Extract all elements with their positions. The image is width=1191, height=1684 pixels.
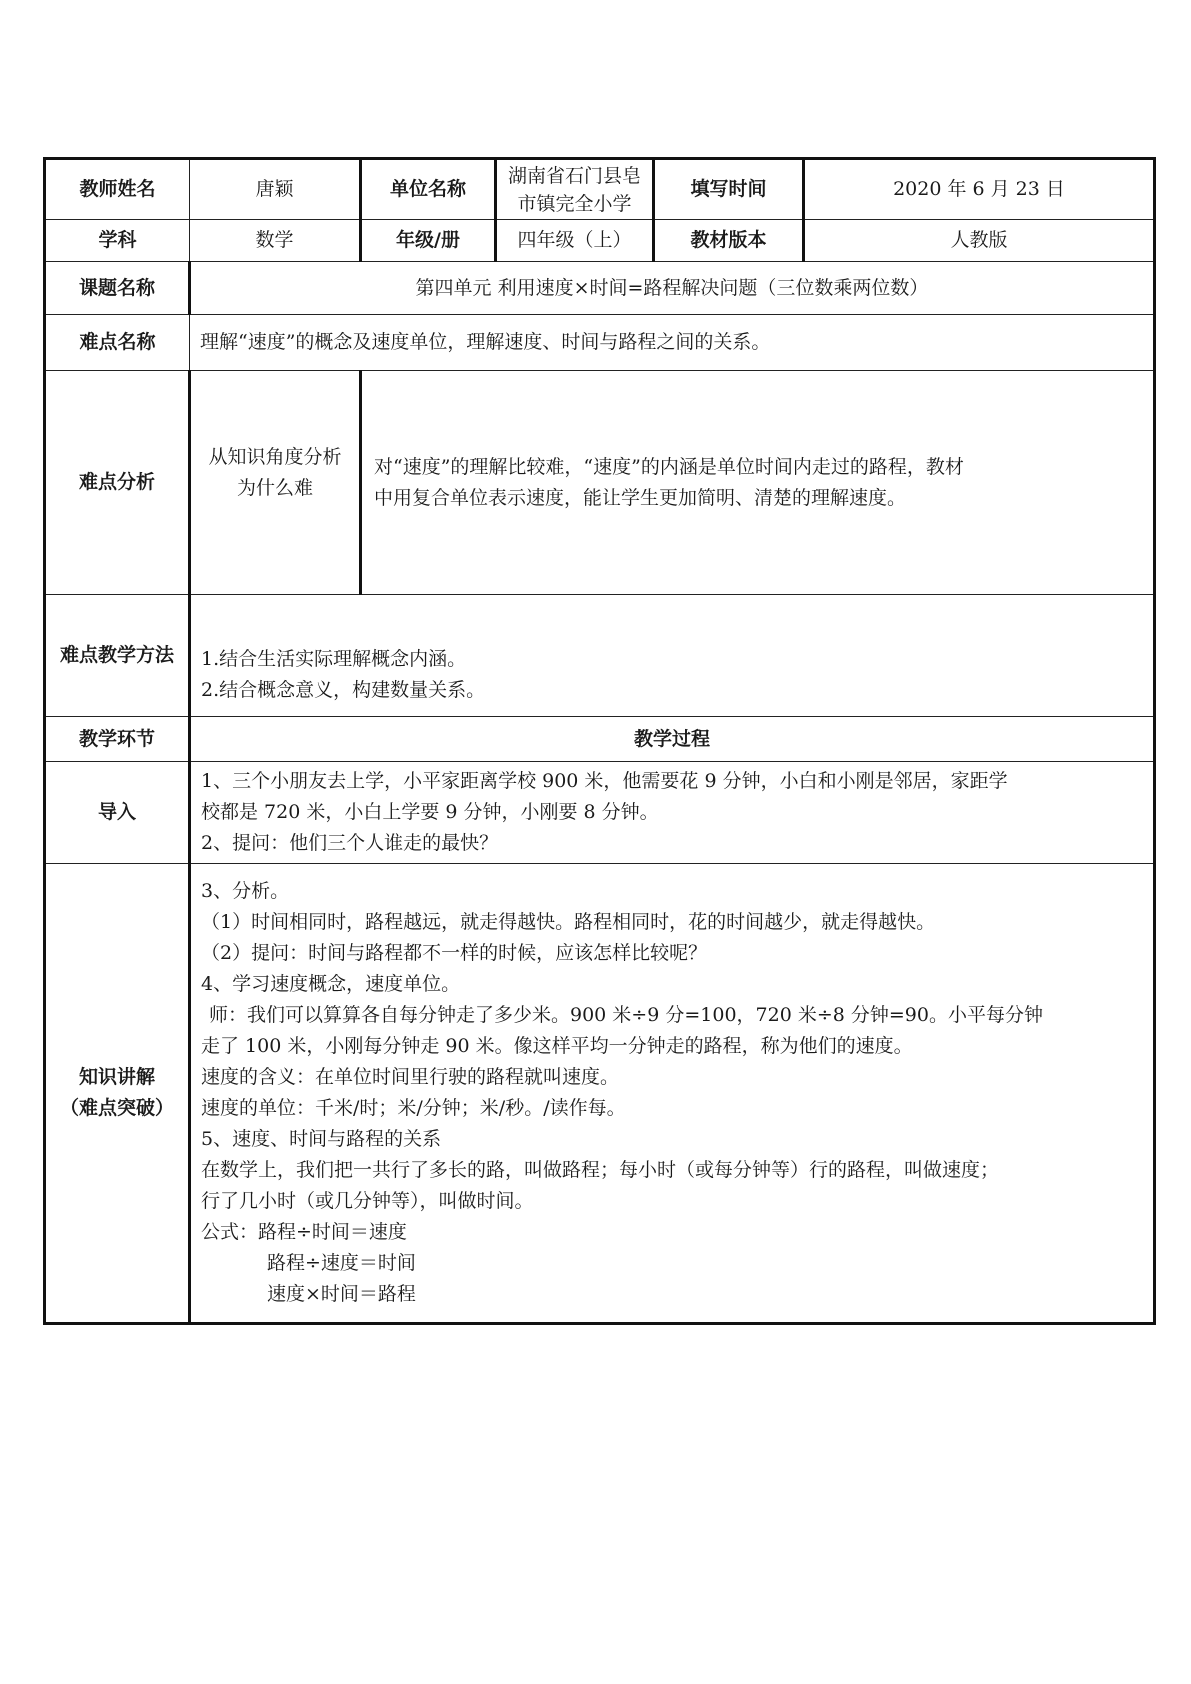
knowledge-label-line2: （难点突破） — [59, 1097, 174, 1119]
intro-label: 导入 — [45, 762, 190, 864]
analysis-row — [45, 371, 1155, 595]
intro-line1: 1、三个小朋友去上学，小平家距离学校 900 米，他需要花 9 分钟，小白和小刚是邻居，家距学 — [201, 770, 1008, 792]
difficulty-row — [45, 315, 1155, 371]
knowledge-line: 师：我们可以算算各自每分钟走了多少米。900 米÷9 分=100，720 米÷8 分钟=90。小平每分钟 — [209, 1004, 1043, 1026]
formula-3: 速度×时间＝路程 — [267, 1283, 416, 1305]
unit-name-value-line2: 市镇完全小学 — [517, 192, 632, 215]
fill-date-value: 2020 年 6 月 23 日 — [804, 159, 1155, 220]
header-row-2 — [45, 220, 1155, 262]
method-line1: 1.结合生活实际理解概念内涵。 — [201, 648, 467, 670]
process-header-row — [45, 717, 1155, 762]
subject-label: 学科 — [45, 220, 190, 262]
knowledge-line: 速度的含义：在单位时间里行驶的路程就叫速度。 — [201, 1066, 620, 1088]
knowledge-row — [45, 864, 1155, 1324]
process-header-label: 教学过程 — [190, 717, 1155, 762]
knowledge-text — [190, 864, 1155, 1324]
difficulty-label: 难点名称 — [45, 315, 190, 371]
knowledge-line: （1）时间相同时，路程越远，就走得越快。路程相同时，花的时间越少，就走得越快。 — [201, 911, 936, 933]
knowledge-label — [45, 864, 190, 1324]
knowledge-line: 走了 100 米，小刚每分钟走 90 米。像这样平均一分钟走的路程，称为他们的速度。 — [201, 1035, 913, 1057]
method-label: 难点教学方法 — [45, 595, 190, 717]
analysis-sub-label-line2: 为什么难 — [236, 476, 313, 499]
unit-name-value — [496, 159, 654, 220]
knowledge-line: 3、分析。 — [201, 880, 290, 902]
knowledge-line: （2）提问：时间与路程都不一样的时候，应该怎样比较呢？ — [201, 942, 708, 964]
analysis-text-line2: 中用复合单位表示速度，能让学生更加简明、清楚的理解速度。 — [374, 486, 907, 509]
knowledge-label-line1: 知识讲解 — [78, 1066, 155, 1088]
topic-row — [45, 262, 1155, 315]
knowledge-line: 速度的单位：千米/时；米/分钟；米/秒。/读作每。 — [201, 1097, 626, 1119]
analysis-sub-label — [190, 371, 361, 595]
lesson-plan-table — [43, 157, 1156, 1325]
knowledge-line: 在数学上，我们把一共行了多长的路，叫做路程；每小时（或每分钟等）行的路程，叫做速度； — [201, 1159, 1000, 1181]
topic-label: 课题名称 — [45, 262, 190, 315]
method-row — [45, 595, 1155, 717]
unit-name-label: 单位名称 — [361, 159, 496, 220]
intro-text — [190, 762, 1155, 864]
knowledge-line: 4、学习速度概念，速度单位。 — [201, 973, 461, 995]
grade-value: 四年级（上） — [496, 220, 654, 262]
analysis-label: 难点分析 — [45, 371, 190, 595]
teacher-name-value: 唐颖 — [190, 159, 361, 220]
intro-row — [45, 762, 1155, 864]
knowledge-line: 行了几小时（或几分钟等），叫做时间。 — [201, 1190, 534, 1212]
edition-value: 人教版 — [804, 220, 1155, 262]
method-line2: 2.结合概念意义，构建数量关系。 — [201, 679, 486, 701]
edition-label: 教材版本 — [654, 220, 804, 262]
subject-value: 数学 — [190, 220, 361, 262]
analysis-text — [361, 371, 1155, 595]
fill-date-label: 填写时间 — [654, 159, 804, 220]
header-row-1 — [45, 159, 1155, 220]
stage-header-label: 教学环节 — [45, 717, 190, 762]
knowledge-line: 5、速度、时间与路程的关系 — [201, 1128, 442, 1150]
grade-label: 年级/册 — [361, 220, 496, 262]
formula-2: 路程÷速度＝时间 — [267, 1252, 416, 1274]
difficulty-value: 理解“速度”的概念及速度单位，理解速度、时间与路程之间的关系。 — [190, 315, 1155, 371]
teacher-name-label: 教师姓名 — [45, 159, 190, 220]
formula-1: 公式：路程÷时间＝速度 — [201, 1221, 407, 1243]
method-text — [190, 595, 1155, 717]
analysis-sub-label-line1: 从知识角度分析 — [208, 445, 342, 468]
topic-value: 第四单元 利用速度×时间=路程解决问题（三位数乘两位数） — [190, 262, 1155, 315]
intro-line2: 校都是 720 米，小白上学要 9 分钟，小刚要 8 分钟。 — [201, 801, 659, 823]
intro-line3: 2、提问：他们三个人谁走的最快？ — [201, 832, 499, 854]
analysis-text-line1: 对“速度”的理解比较难，“速度”的内涵是单位时间内走过的路程，教材 — [374, 455, 964, 478]
unit-name-value-line1: 湖南省石门县皂 — [507, 164, 641, 187]
